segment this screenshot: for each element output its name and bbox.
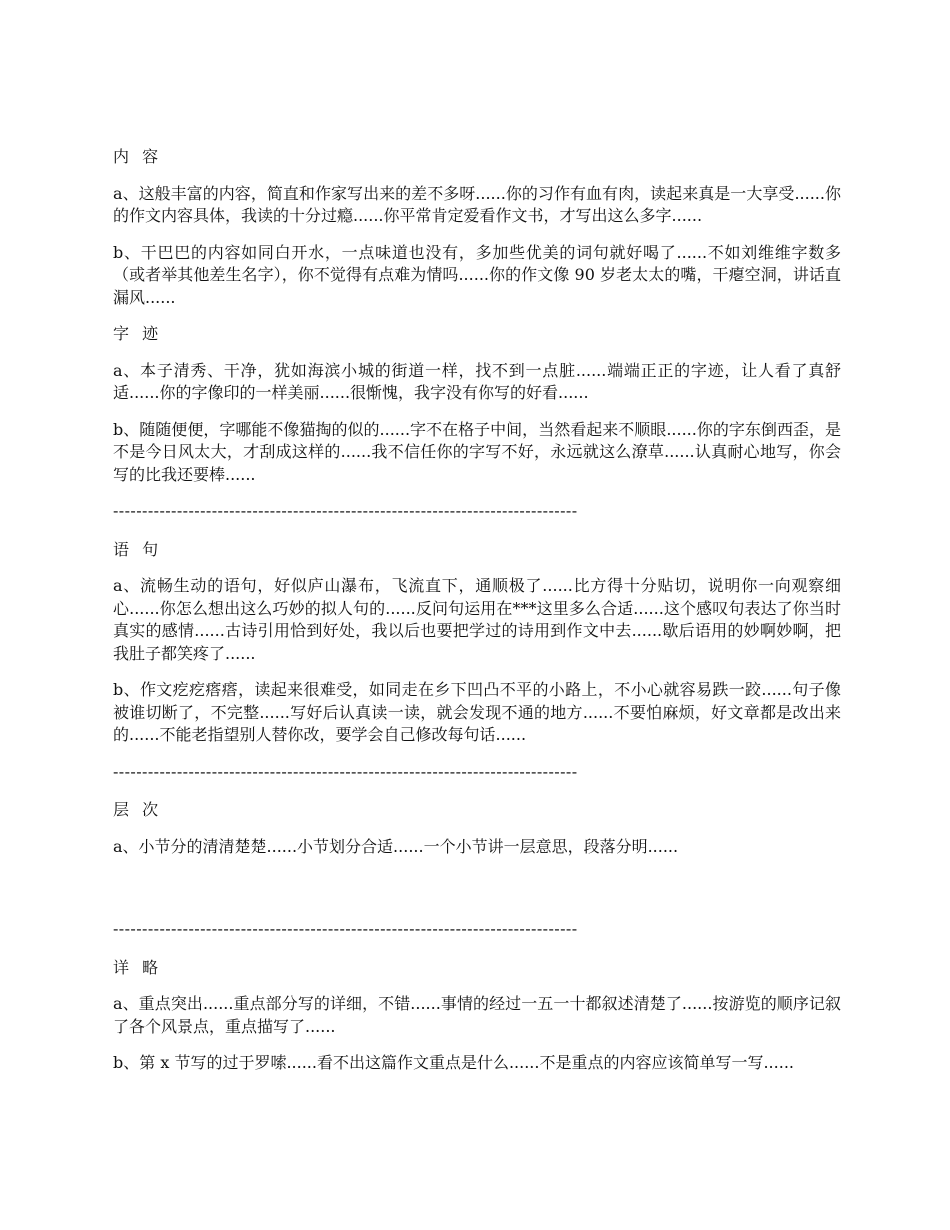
paragraph-sentences-a: a、流畅生动的语句，好似庐山瀑布，飞流直下，通顺极了......比方得十分贴切，说明你一向观察细心......你怎么想出这么巧妙的拟人句的......反问句运用在***这里多么合适......这个感叹句表达了你当时真实的感情......古诗引用恰到好处，我以后也要把学过的诗用到作文中去......歇后语用的妙啊妙啊，把我肚子都笑疼了...... [113,576,841,663]
section-heading-handwriting: 字 迹 [113,324,163,343]
paragraph-structure-a: a、小节分的清清楚楚......小节划分合适......一个小节讲一层意思，段落分明...... [113,836,679,856]
paragraph-detail-a: a、重点突出......重点部分写的详细，不错......事情的经过一五一十都叙述清楚了......按游览的顺序记叙了各个风景点，重点描写了...... [113,994,841,1036]
paragraph-handwriting-b: b、随随便便，字哪能不像猫掏的似的......字不在格子中间，当然看起来不顺眼......你的字东倒西歪，是不是今日风太大，才刮成这样的......我不信任你的字写不好，永远就这么潦草......认真耐心地写，你会写的比我还要棒...... [113,419,841,484]
paragraph-handwriting-a: a、本子清秀、干净，犹如海滨小城的街道一样，找不到一点脏......端端正正的字迹，让人看了真舒适......你的字像印的一样美丽......很惭愧，我字没有你写的好看...... [113,360,841,402]
section-heading-sentences: 语 句 [113,539,163,559]
section-heading-content: 内 容 [113,147,163,166]
divider-line: -------------------------------------------------------------------------------- [113,501,578,520]
document-page [113,146,841,1089]
paragraph-content-b: b、干巴巴的内容如同白开水，一点味道也没有，多加些优美的词句就好喝了......不如刘维维字数多（或者举其他差生名字），你不觉得有点难为情吗......你的作文像 90 岁老太太的嘴，干瘪空洞，讲话直漏风...... [113,242,841,307]
paragraph-sentences-b: b、作文疙疙瘩瘩，读起来很难受，如同走在乡下凹凸不平的小路上，不小心就容易跌一跤......句子像被谁切断了，不完整......写好后认真读一读，就会发现不通的地方......不要怕麻烦，好文章都是改出来的......不能老指望别人替你改，要学会自己修改每句话...... [113,680,841,744]
divider-line: -------------------------------------------------------------------------------- [113,919,578,938]
section-heading-detail: 详 略 [113,957,163,977]
paragraph-content-a: a、这般丰富的内容，简直和作家写出来的差不多呀......你的习作有血有肉，读起来真是一大享受......你的作文内容具体，我读的十分过瘾......你平常肯定爱看作文书，才写出这么多字...... [113,183,841,225]
paragraph-detail-b: b、第 x 节写的过于罗嗦......看不出这篇作文重点是什么......不是重点的内容应该简单写一写...... [113,1053,794,1072]
section-heading-structure: 层 次 [113,800,163,819]
spacer [113,872,841,916]
divider-line: -------------------------------------------------------------------------------- [113,761,578,781]
